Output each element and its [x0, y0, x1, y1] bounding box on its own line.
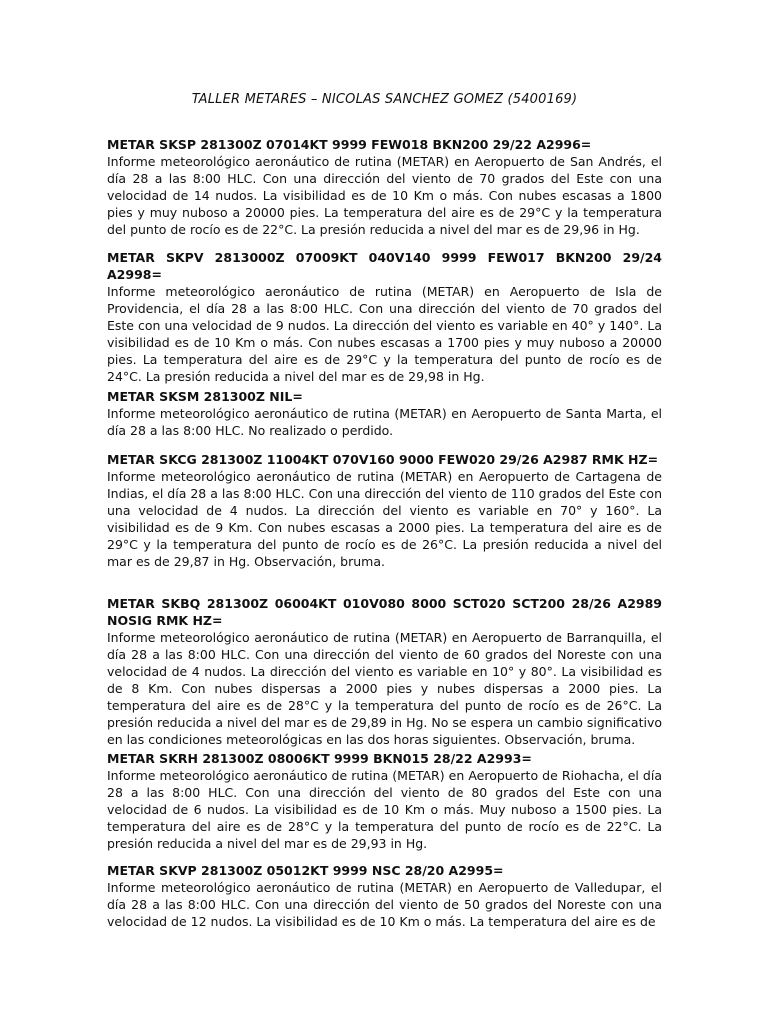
metar-description: Informe meteorológico aeronáutico de rutina (METAR) en Aeropuerto de Barranquilla, el día 28 a las 8:00 HLC. Con una dirección del viento de 60 grados del Noreste con una velocidad de 4 nudos. La dirección del viento es variable en 10° y 80°. La visibilidad es de 8 Km. Con nubes dispersas a 2000 pies y nubes dispersas a 2000 pies. La temperatura del aire es de 28°C y la temperatura del punto de rocío es de 26°C. La presión reducida a nivel del mar es de 29,89 in Hg. No se espera un cambio significativo en las condiciones meteorológicas en las dos horas siguientes. Observación, bruma.: [107, 630, 662, 747]
metar-description: Informe meteorológico aeronáutico de rutina (METAR) en Aeropuerto de Isla de Providencia, el día 28 a las 8:00 HLC. Con una dirección del viento de 70 grados del Este con una velocidad de 9 nudos. La dirección del viento es variable en 40° y 140°. La visibilidad es de 10 Km o más. Con nubes escasas a 1700 pies y muy nuboso a 20000 pies. La temperatura del aire es de 29°C y la temperatura del punto de rocío es de 24°C. La presión reducida a nivel del mar es de 29,98 in Hg.: [107, 284, 662, 384]
metar-code: METAR SKCG 281300Z 11004KT 070V160 9000 FEW020 29/26 A2987 RMK HZ=: [107, 452, 659, 467]
metar-code: METAR SKVP 281300Z 05012KT 9999 NSC 28/20 A2995=: [107, 863, 504, 878]
metar-description: Informe meteorológico aeronáutico de rutina (METAR) en Aeropuerto de Cartagena de Indias, el día 28 a las 8:00 HLC. Con una dirección del viento de 110 grados del Este con una velocidad de 4 nudos. La dirección del viento es variable en 70° y 160°. La visibilidad es de 9 Km. Con nubes escasas a 2000 pies. La temperatura del aire es de 29°C y la temperatura del punto de rocío es de 26°C. La presión reducida a nivel del mar es de 29,87 in Hg. Observación, bruma.: [107, 469, 662, 569]
metar-entry-sksp: [107, 136, 662, 238]
metar-description: Informe meteorológico aeronáutico de rutina (METAR) en Aeropuerto de Riohacha, el día 28 a las 8:00 HLC. Con una dirección del viento de 80 grados del Este con una velocidad de 6 nudos. La visibilidad es de 10 Km o más. Muy nuboso a 1500 pies. La temperatura del aire es de 28°C y la temperatura del punto de rocío es de 22°C. La presión reducida a nivel del mar es de 29,93 in Hg.: [107, 768, 662, 851]
metar-entry-skbq: [107, 595, 662, 748]
metar-entry-skpv: [107, 249, 662, 385]
metar-entry-skrh: [107, 750, 662, 852]
metar-entry-skcg: [107, 451, 662, 570]
metar-description: Informe meteorológico aeronáutico de rutina (METAR) en Aeropuerto de Valledupar, el día 28 a las 8:00 HLC. Con una dirección del viento de 50 grados del Noreste con una velocidad de 12 nudos. La visibilidad es de 10 Km o más. La temperatura del aire es de: [107, 880, 662, 929]
metar-code: METAR SKBQ 281300Z 06004KT 010V080 8000 SCT020 SCT200 28/26 A2989 NOSIG RMK HZ=: [107, 596, 662, 628]
metar-entry-skvp: [107, 862, 662, 930]
metar-code: METAR SKRH 281300Z 08006KT 9999 BKN015 28/22 A2993=: [107, 751, 532, 766]
document-title: TALLER METARES – NICOLAS SANCHEZ GOMEZ (5400169): [191, 92, 578, 107]
metar-entry-sksm: [107, 388, 662, 439]
metar-code: METAR SKSP 281300Z 07014KT 9999 FEW018 BKN200 29/22 A2996=: [107, 137, 592, 152]
metar-code: METAR SKPV 2813000Z 07009KT 040V140 9999 FEW017 BKN200 29/24 A2998=: [107, 250, 662, 282]
metar-code: METAR SKSM 281300Z NIL=: [107, 389, 303, 404]
metar-description: Informe meteorológico aeronáutico de rutina (METAR) en Aeropuerto de San Andrés, el día 28 a las 8:00 HLC. Con una dirección del viento de 70 grados del Este con una velocidad de 14 nudos. La visibilidad es de 10 Km o más. Con nubes escasas a 1800 pies y muy nuboso a 20000 pies. La temperatura del aire es de 29°C y la temperatura del punto de rocío es de 22°C. La presión reducida a nivel del mar es de 29,96 in Hg.: [107, 154, 662, 237]
metar-description: Informe meteorológico aeronáutico de rutina (METAR) en Aeropuerto de Santa Marta, el día 28 a las 8:00 HLC. No realizado o perdido.: [107, 406, 662, 438]
